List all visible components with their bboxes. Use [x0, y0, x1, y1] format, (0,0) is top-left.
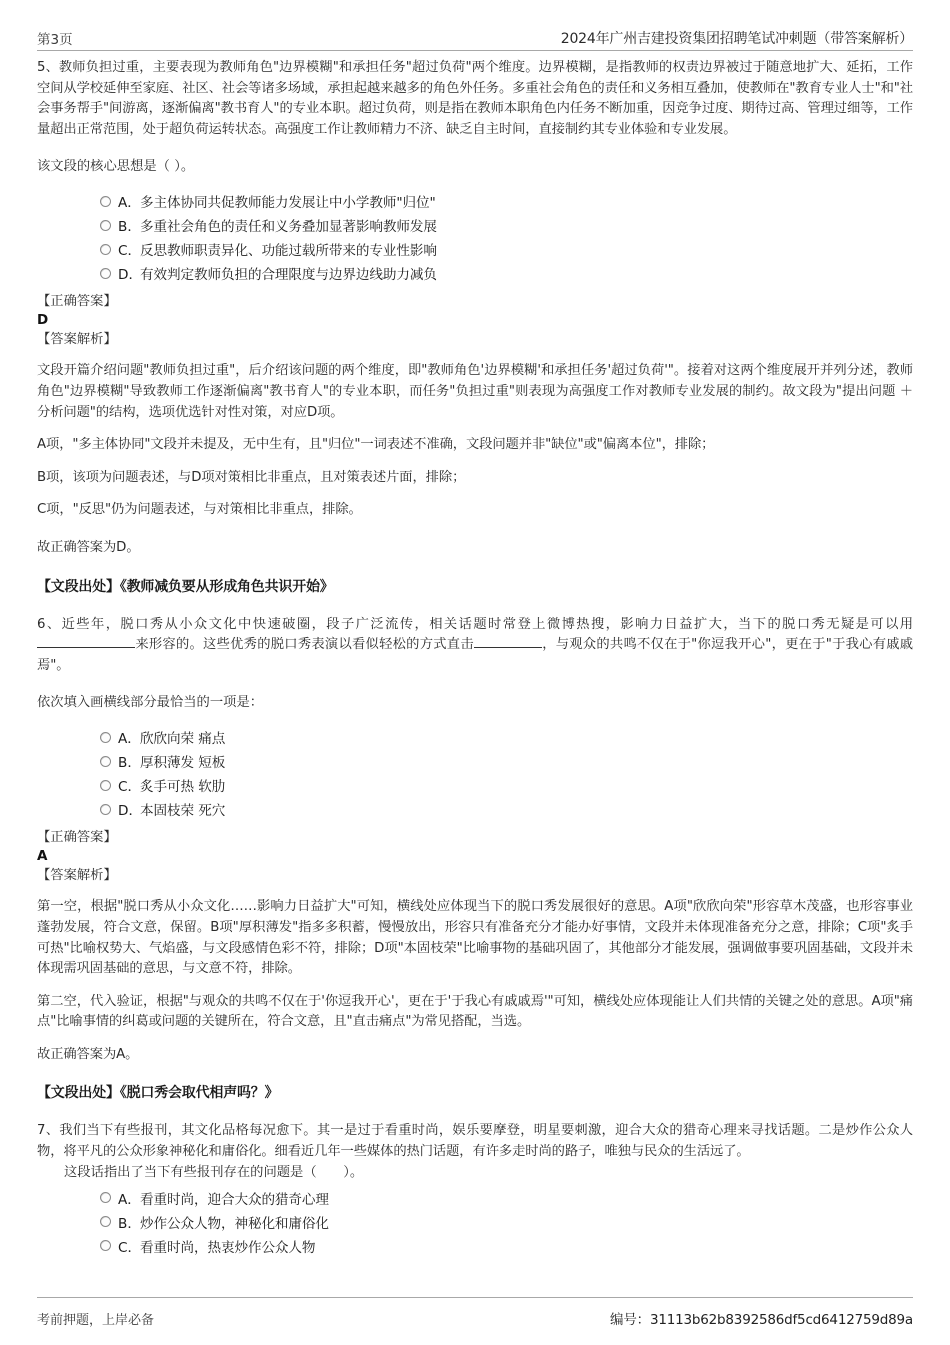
radio-button-icon[interactable]: [100, 220, 111, 231]
radio-button-icon[interactable]: [100, 196, 111, 207]
option-row[interactable]: [37, 749, 913, 773]
question-6-analysis-2: 第二空，代入验证，根据"与观众的共鸣不仅在于'你逗我开心'，更在于'于我心有戚戚焉'"可知，横线处应体现能让人们共情的关键之处的意思。A项"痛点"比喻事情的纠葛或问题的关键所在，符合文意，且"直击痛点"为常见搭配，当选。: [37, 993, 913, 1030]
question-block-6: [37, 615, 913, 1105]
page-header: [37, 14, 913, 51]
option-row[interactable]: [37, 237, 913, 261]
question-block-5: [37, 58, 913, 598]
source-label: 【文段出处】: [37, 1085, 120, 1102]
question-6-source: [37, 1082, 913, 1104]
option-text: 炒作公众人物，神秘化和庸俗化: [140, 1215, 329, 1232]
option-row[interactable]: [37, 1186, 913, 1210]
page-number-label: 第3页: [37, 32, 73, 48]
footer-document-id: [610, 1308, 913, 1328]
question-6-stem: [37, 615, 913, 677]
option-text: 欣欣向荣 痛点: [140, 731, 226, 748]
option-row[interactable]: [37, 1210, 913, 1234]
question-5-analysis-3: B项，该项为问题表述，与D项对策相比非重点，且对策表述片面，排除；: [37, 469, 466, 485]
option-letter: B．: [118, 219, 141, 236]
answer-analysis-label: 【答案解析】: [37, 332, 117, 348]
document-body: [37, 58, 913, 1258]
question-6-stem-part1: 6、近些年，脱口秀从小众文化中快速破圈，段子广泛流传，相关话题时常登上微博热搜，影响力日益扩大，当下的脱口秀无疑是可以用: [37, 616, 913, 632]
option-letter: A．: [118, 1191, 141, 1208]
radio-button-icon[interactable]: [100, 244, 111, 255]
radio-button-icon[interactable]: [100, 1240, 111, 1251]
question-7-prompt: 这段话指出了当下有些报刊存在的问题是（ ）。: [64, 1164, 364, 1180]
source-title: 《脱口秀会取代相声吗？》: [119, 1085, 279, 1102]
source-title: 《教师减负要从形成角色共识开始》: [119, 578, 334, 595]
question-5-analysis-4: C项，"反思"仍为问题表述，与对策相比非重点，排除。: [37, 502, 362, 518]
question-5-source: [37, 576, 913, 598]
option-text: 看重时尚，迎合大众的猎奇心理: [140, 1191, 329, 1208]
option-letter: B．: [118, 1215, 141, 1232]
radio-button-icon[interactable]: [100, 1192, 111, 1203]
option-row[interactable]: [37, 1234, 913, 1258]
question-6-stem-part3: ，与观众的共鸣不仅在于"你逗我开心"，更在于"于我心有戚戚焉"。: [37, 637, 913, 673]
question-6-stem-part2: 来形容的。这些优秀的脱口秀表演以看似轻松的方式直击: [135, 637, 474, 653]
question-6-answer: A: [37, 848, 48, 865]
question-5-options: [37, 189, 913, 285]
question-6-conclusion: 故正确答案为A。: [37, 1046, 139, 1062]
source-label: 【文段出处】: [37, 578, 120, 595]
option-row[interactable]: [37, 213, 913, 237]
option-text: 多主体协同共促教师能力发展让中小学教师"归位": [140, 195, 436, 212]
radio-button-icon[interactable]: [100, 268, 111, 279]
option-text: 炙手可热 软肋: [140, 779, 226, 796]
option-row[interactable]: [37, 261, 913, 285]
page-footer: [37, 1297, 913, 1328]
option-letter: C．: [118, 1239, 142, 1256]
option-text: 本固枝荣 死穴: [140, 803, 226, 820]
option-letter: D．: [118, 803, 143, 820]
question-5-prompt: 该文段的核心思想是（ ）。: [37, 159, 195, 175]
document-title: 2024年广州吉建投资集团招聘笔试冲刺题（带答案解析）: [560, 31, 913, 47]
question-6-prompt: 依次填入画横线部分最恰当的一项是：: [37, 695, 264, 711]
option-text: 有效判定教师负担的合理限度与边界边线助力减负: [140, 267, 437, 284]
correct-answer-label: 【正确答案】: [37, 294, 117, 310]
question-6-analysis-1: 第一空，根据"脱口秀从小众文化……影响力日益扩大"可知，横线处应体现当下的脱口秀发展很好的意思。A项"欣欣向荣"形容草木茂盛，也形容事业蓬勃发展，符合文意，保留。B项"厚积薄发"指多多积蓄，慢慢放出，形容只有准备充分才能办好事情，文段并未体现准备充分之意，排除；C项"炙手可热"比喻权势大、气焰盛，与文段感情色彩不符，排除；D项"本固枝荣"比喻事物的基础巩固了，其他部分才能发展，强调做事要巩固基础，文段并未体现需巩固基础的意思，与文意不符，排除。: [37, 899, 913, 977]
question-5-analysis-1: 文段开篇介绍问题"教师负担过重"，后介绍该问题的两个维度，即"教师角色'边界模糊'和承担任务'超过负荷'"。接着对这两个维度展开并列分述，教师角色"边界模糊"导致教师工作逐渐偏离"教书育人"的专业本职，而任务"负担过重"则表现为高强度工作对教师专业发展的制约。故文段为"提出问题 ＋ 分析问题"的结构，选项优选针对性对策，对应D项。: [37, 363, 913, 420]
question-5-conclusion: 故正确答案为D。: [37, 539, 140, 555]
radio-button-icon[interactable]: [100, 780, 111, 791]
option-letter: C．: [118, 243, 142, 260]
question-5-answer: D: [37, 312, 49, 329]
fill-blank-1: [37, 647, 135, 648]
question-block-7: [37, 1121, 913, 1257]
radio-button-icon[interactable]: [100, 756, 111, 767]
footer-slogan: 考前押题，上岸必备: [37, 1313, 155, 1328]
option-letter: D．: [118, 267, 143, 284]
option-row[interactable]: [37, 773, 913, 797]
question-5-analysis-2: A项，"多主体协同"文段并未提及，无中生有，且"归位"一词表述不准确，文段问题并非"缺位"或"偏离本位"，排除；: [37, 437, 715, 453]
question-7-options: [37, 1186, 913, 1258]
option-letter: C．: [118, 779, 142, 796]
fill-blank-2: [474, 647, 542, 648]
radio-button-icon[interactable]: [100, 804, 111, 815]
footer-id-value: 31113b62b8392586df5cd6412759d89a: [649, 1312, 913, 1328]
footer-id-label: 编号：: [610, 1312, 650, 1328]
option-row[interactable]: [37, 189, 913, 213]
option-row[interactable]: [37, 797, 913, 821]
question-7-stem: 7、我们当下有些报刊，其文化品格每况愈下。其一是过于看重时尚，娱乐要摩登，明星要刺激，迎合大众的猎奇心理来寻找话题。二是炒作公众人物，将平凡的公众形象神秘化和庸俗化。细看近几年一些媒体的热门话题，有许多走时尚的路子，唯独与民众的生活远了。: [37, 1123, 913, 1160]
option-text: 反思教师职责异化、功能过载所带来的专业性影响: [140, 243, 437, 260]
option-letter: A．: [118, 195, 141, 212]
option-letter: A．: [118, 731, 141, 748]
option-letter: B．: [118, 755, 141, 772]
option-text: 厚积薄发 短板: [140, 755, 226, 772]
option-row[interactable]: [37, 725, 913, 749]
answer-analysis-label: 【答案解析】: [37, 868, 117, 884]
radio-button-icon[interactable]: [100, 1216, 111, 1227]
question-5-stem: 5、教师负担过重，主要表现为教师角色"边界模糊"和承担任务"超过负荷"两个维度。边界模糊，是指教师的权责边界被过于随意地扩大、延拓，工作空间从学校延伸至家庭、社区、社会等诸多场域，承担起越来越多的角色外任务。多重社会角色的责任和义务相互叠加，使教师在"教育专业人士"和"社会事务帮手"间游离，逐渐偏离"教书育人"的专业本职。超过负荷，则是指在教师本职角色内任务不断加重，因竞争过度、期待过高、管理过细等，工作量超出正常范围，处于超负荷运转状态。高强度工作让教师精力不济、缺乏自主时间，直接制约其专业体验和专业发展。: [37, 60, 913, 137]
question-6-options: [37, 725, 913, 821]
option-text: 多重社会角色的责任和义务叠加显著影响教师发展: [140, 219, 437, 236]
correct-answer-label: 【正确答案】: [37, 830, 117, 846]
option-text: 看重时尚，热衷炒作公众人物: [140, 1239, 316, 1256]
radio-button-icon[interactable]: [100, 732, 111, 743]
